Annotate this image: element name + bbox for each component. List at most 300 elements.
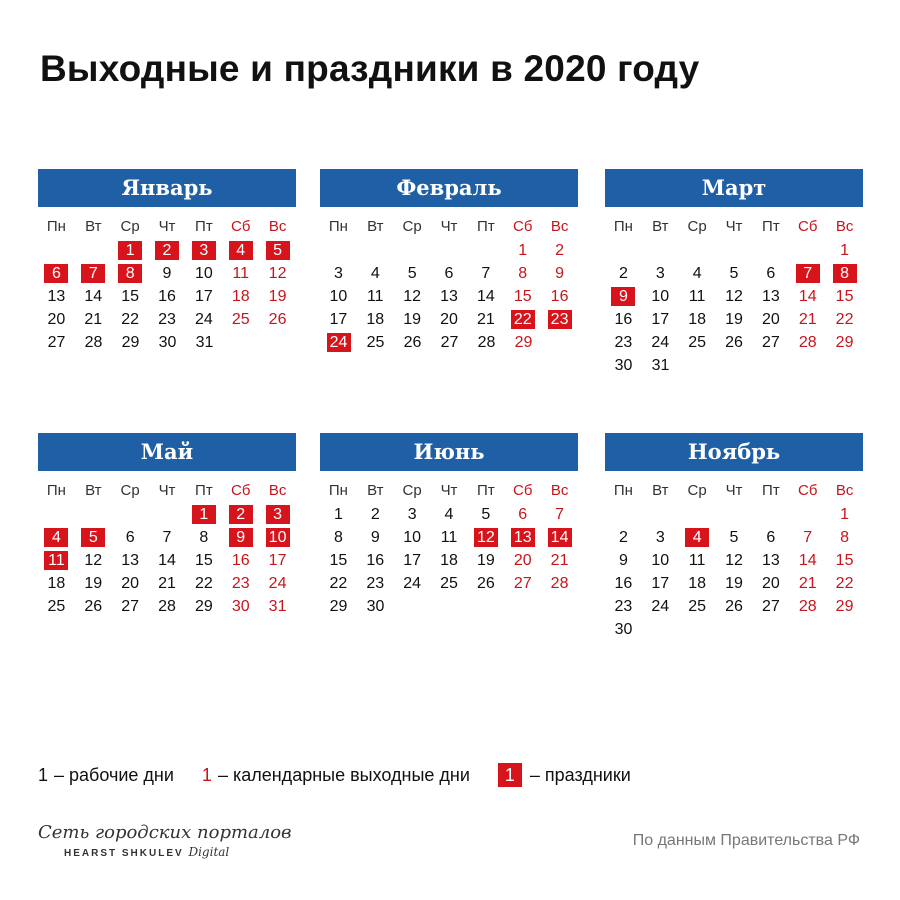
holiday-day: 1 bbox=[112, 240, 149, 261]
working-day: 16 bbox=[614, 311, 633, 328]
weekend-day: 1 bbox=[840, 242, 850, 259]
working-day: 19 bbox=[84, 575, 103, 592]
holiday-day: 9 bbox=[605, 286, 642, 307]
holiday-day: 3 bbox=[259, 504, 296, 525]
week-row bbox=[605, 526, 863, 549]
empty-cell bbox=[149, 504, 186, 525]
weekday-label: Ср bbox=[120, 218, 140, 235]
working-day: 22 bbox=[121, 311, 140, 328]
working-day: 27 bbox=[761, 598, 780, 615]
week-row bbox=[38, 595, 296, 618]
month-may bbox=[38, 433, 296, 618]
weekday-label: Вт bbox=[85, 482, 102, 499]
weekend-day: 23 bbox=[231, 575, 250, 592]
weekday-label: Пн bbox=[46, 218, 66, 235]
working-day: 4 bbox=[370, 265, 380, 282]
weekend-day: 29 bbox=[835, 598, 854, 615]
weekend-day: 28 bbox=[550, 575, 569, 592]
working-day: 6 bbox=[125, 529, 135, 546]
weekend-day: 29 bbox=[514, 334, 533, 351]
weekday-row bbox=[605, 215, 863, 239]
week-row bbox=[320, 262, 578, 285]
working-day: 18 bbox=[366, 311, 385, 328]
working-day: 28 bbox=[158, 598, 176, 615]
holiday-day: 10 bbox=[259, 527, 296, 548]
working-day: 25 bbox=[688, 334, 707, 351]
weekday-label: Ср bbox=[402, 218, 422, 235]
week-row bbox=[605, 331, 863, 354]
week-row bbox=[320, 572, 578, 595]
weekday-label: Вс bbox=[835, 218, 854, 235]
week-row bbox=[38, 239, 296, 262]
working-day: 23 bbox=[158, 311, 176, 328]
week-row bbox=[38, 526, 296, 549]
weekend-day: 20 bbox=[513, 552, 532, 569]
weekend-day: 14 bbox=[798, 288, 817, 305]
working-day: 20 bbox=[121, 575, 140, 592]
weekday-label: Сб bbox=[513, 482, 533, 499]
empty-cell bbox=[716, 240, 753, 261]
working-day: 27 bbox=[440, 334, 459, 351]
working-day: 15 bbox=[194, 552, 213, 569]
working-day: 9 bbox=[162, 265, 172, 282]
week-row bbox=[320, 308, 578, 331]
legend-holiday-label: – праздники bbox=[529, 764, 631, 785]
working-day: 10 bbox=[403, 529, 422, 546]
legend-holiday-sample: 1 bbox=[498, 763, 522, 787]
weekend-day: 22 bbox=[835, 311, 854, 328]
week-row bbox=[38, 331, 296, 354]
week-row bbox=[38, 549, 296, 572]
holiday-day: 12 bbox=[467, 527, 504, 548]
weekend-day: 31 bbox=[268, 598, 287, 615]
weekday-label: Чт bbox=[440, 218, 458, 235]
weekday-label: Чт bbox=[440, 482, 458, 499]
working-day: 5 bbox=[481, 506, 491, 523]
weekday-label: Пт bbox=[477, 218, 495, 235]
weekday-row bbox=[320, 479, 578, 503]
working-day: 25 bbox=[47, 598, 66, 615]
empty-cell bbox=[716, 504, 753, 525]
working-day: 12 bbox=[725, 288, 743, 305]
working-day: 11 bbox=[440, 529, 458, 546]
month-header: Май bbox=[38, 433, 296, 471]
working-day: 21 bbox=[476, 311, 495, 328]
weekday-label: Сб bbox=[798, 218, 818, 235]
weekday-label: Пн bbox=[46, 482, 66, 499]
weekend-day: 25 bbox=[231, 311, 250, 328]
working-day: 20 bbox=[47, 311, 66, 328]
weekend-day: 8 bbox=[840, 529, 850, 546]
weekend-day: 12 bbox=[268, 265, 287, 282]
weekday-row bbox=[38, 215, 296, 239]
holiday-day: 23 bbox=[541, 309, 578, 330]
weekend-day: 22 bbox=[835, 575, 854, 592]
holiday-day: 8 bbox=[826, 263, 863, 284]
empty-cell bbox=[679, 504, 716, 525]
weekend-day: 18 bbox=[231, 288, 250, 305]
holiday-day: 4 bbox=[222, 240, 259, 261]
empty-cell bbox=[394, 240, 431, 261]
weekend-day: 9 bbox=[555, 265, 565, 282]
working-day: 17 bbox=[194, 288, 213, 305]
week-row bbox=[605, 239, 863, 262]
weekend-day: 11 bbox=[232, 265, 250, 282]
working-day: 27 bbox=[47, 334, 66, 351]
empty-cell bbox=[605, 240, 642, 261]
working-day: 26 bbox=[84, 598, 103, 615]
holiday-day: 5 bbox=[259, 240, 296, 261]
holiday-day: 13 bbox=[504, 527, 541, 548]
week-row bbox=[320, 285, 578, 308]
holiday-day: 14 bbox=[541, 527, 578, 548]
weekday-label: Вт bbox=[367, 218, 384, 235]
working-day: 13 bbox=[47, 288, 66, 305]
working-day: 14 bbox=[476, 288, 495, 305]
working-day: 16 bbox=[614, 575, 633, 592]
weekday-row bbox=[320, 215, 578, 239]
weekend-day: 28 bbox=[798, 598, 817, 615]
working-day: 29 bbox=[329, 598, 348, 615]
working-day: 24 bbox=[651, 334, 670, 351]
weekday-label: Пн bbox=[328, 482, 348, 499]
empty-cell bbox=[431, 240, 468, 261]
weekday-label: Пн bbox=[613, 218, 633, 235]
week-row bbox=[605, 503, 863, 526]
holiday-day: 4 bbox=[38, 527, 75, 548]
weekend-day: 17 bbox=[268, 552, 287, 569]
weekday-label: Пт bbox=[762, 218, 780, 235]
weekend-day: 7 bbox=[555, 506, 565, 523]
weekend-day: 6 bbox=[518, 506, 528, 523]
weekday-label: Вс bbox=[550, 482, 569, 499]
weekday-label: Вт bbox=[652, 482, 669, 499]
holiday-day: 9 bbox=[222, 527, 259, 548]
working-day: 30 bbox=[366, 598, 385, 615]
working-day: 19 bbox=[403, 311, 422, 328]
empty-cell bbox=[789, 240, 826, 261]
week-row bbox=[605, 572, 863, 595]
month-header: Ноябрь bbox=[605, 433, 863, 471]
empty-cell bbox=[38, 504, 75, 525]
weekday-label: Чт bbox=[158, 482, 176, 499]
weekday-label: Сб bbox=[231, 218, 251, 235]
week-row bbox=[605, 308, 863, 331]
empty-cell bbox=[679, 240, 716, 261]
weekday-label: Сб bbox=[798, 482, 818, 499]
weekend-day: 27 bbox=[513, 575, 532, 592]
week-row bbox=[605, 354, 863, 377]
weekend-day: 21 bbox=[798, 575, 817, 592]
working-day: 20 bbox=[440, 311, 458, 328]
working-day: 8 bbox=[333, 529, 343, 546]
legend-working bbox=[38, 765, 174, 786]
working-day: 22 bbox=[194, 575, 213, 592]
working-day: 3 bbox=[655, 529, 665, 546]
month-header: Январь bbox=[38, 169, 296, 207]
empty-cell bbox=[605, 504, 642, 525]
working-day: 1 bbox=[333, 506, 343, 523]
weekend-day: 15 bbox=[835, 288, 854, 305]
week-row bbox=[605, 618, 863, 641]
holiday-day: 11 bbox=[38, 550, 75, 571]
working-day: 19 bbox=[725, 575, 743, 592]
working-day: 31 bbox=[651, 357, 670, 374]
working-day: 24 bbox=[194, 311, 213, 328]
weekend-day: 7 bbox=[803, 529, 813, 546]
holiday-day: 24 bbox=[320, 332, 357, 353]
working-day: 16 bbox=[366, 552, 385, 569]
weekday-label: Пт bbox=[762, 482, 780, 499]
weekend-day: 26 bbox=[268, 311, 287, 328]
working-day: 2 bbox=[370, 506, 380, 523]
working-day: 24 bbox=[403, 575, 422, 592]
weekday-row bbox=[38, 479, 296, 503]
working-day: 10 bbox=[651, 288, 670, 305]
working-day: 3 bbox=[333, 265, 343, 282]
week-row bbox=[320, 239, 578, 262]
working-day: 13 bbox=[761, 288, 780, 305]
week-row bbox=[38, 503, 296, 526]
working-day: 18 bbox=[688, 575, 707, 592]
holiday-day: 3 bbox=[185, 240, 222, 261]
working-day: 18 bbox=[47, 575, 66, 592]
working-day: 3 bbox=[407, 506, 417, 523]
legend-holiday bbox=[498, 763, 631, 787]
empty-cell bbox=[112, 504, 149, 525]
weekend-day: 1 bbox=[840, 506, 850, 523]
empty-cell bbox=[75, 240, 112, 261]
empty-cell bbox=[467, 240, 504, 261]
working-day: 13 bbox=[761, 552, 780, 569]
working-day: 14 bbox=[158, 552, 176, 569]
publisher-logo bbox=[38, 822, 292, 859]
weekday-label: Чт bbox=[725, 218, 743, 235]
working-day: 17 bbox=[651, 311, 670, 328]
working-day: 30 bbox=[158, 334, 177, 351]
working-day: 9 bbox=[618, 552, 628, 569]
week-row bbox=[38, 572, 296, 595]
month-january bbox=[38, 169, 296, 354]
working-day: 4 bbox=[444, 506, 454, 523]
weekday-label: Вс bbox=[835, 482, 854, 499]
weekend-day: 21 bbox=[798, 311, 817, 328]
week-row bbox=[38, 308, 296, 331]
working-day: 26 bbox=[403, 334, 422, 351]
legend bbox=[38, 763, 659, 787]
weekend-day: 16 bbox=[231, 552, 250, 569]
working-day: 9 bbox=[370, 529, 380, 546]
working-day: 8 bbox=[199, 529, 209, 546]
empty-cell bbox=[320, 240, 357, 261]
weekday-label: Пт bbox=[477, 482, 495, 499]
month-november bbox=[605, 433, 863, 641]
holiday-day: 7 bbox=[75, 263, 112, 284]
legend-working-label: – рабочие дни bbox=[54, 764, 174, 785]
weekday-label: Сб bbox=[513, 218, 533, 235]
working-day: 24 bbox=[651, 598, 670, 615]
legend-weekend bbox=[202, 765, 470, 786]
working-day: 12 bbox=[725, 552, 743, 569]
week-row bbox=[605, 285, 863, 308]
week-row bbox=[320, 331, 578, 354]
working-day: 5 bbox=[407, 265, 417, 282]
weekend-day: 24 bbox=[268, 575, 287, 592]
logo-sub-brand: HEARST SHKULEV bbox=[64, 848, 184, 859]
working-day: 11 bbox=[688, 552, 706, 569]
weekday-label: Ср bbox=[402, 482, 422, 499]
weekend-day: 29 bbox=[835, 334, 854, 351]
weekday-label: Чт bbox=[725, 482, 743, 499]
holiday-day: 2 bbox=[222, 504, 259, 525]
working-day: 13 bbox=[440, 288, 458, 305]
working-day: 30 bbox=[614, 357, 633, 374]
page-title: Выходные и праздники в 2020 году bbox=[40, 48, 700, 89]
working-day: 10 bbox=[194, 265, 213, 282]
working-day: 15 bbox=[121, 288, 140, 305]
weekday-label: Вс bbox=[268, 218, 287, 235]
empty-cell bbox=[75, 504, 112, 525]
logo-sub-text bbox=[38, 845, 292, 859]
working-day: 28 bbox=[477, 334, 496, 351]
legend-working-sample: 1 bbox=[38, 764, 49, 785]
working-day: 3 bbox=[655, 265, 665, 282]
month-header: Март bbox=[605, 169, 863, 207]
source-note: По данным Правительства РФ bbox=[632, 832, 860, 849]
working-day: 19 bbox=[476, 552, 495, 569]
working-day: 25 bbox=[366, 334, 385, 351]
month-march bbox=[605, 169, 863, 377]
working-day: 23 bbox=[614, 334, 633, 351]
working-day: 6 bbox=[444, 265, 454, 282]
working-day: 19 bbox=[725, 311, 743, 328]
working-day: 20 bbox=[761, 575, 780, 592]
weekend-day: 21 bbox=[550, 552, 569, 569]
working-day: 29 bbox=[194, 598, 213, 615]
working-day: 17 bbox=[329, 311, 348, 328]
working-day: 25 bbox=[440, 575, 458, 592]
working-day: 12 bbox=[84, 552, 103, 569]
working-day: 7 bbox=[162, 529, 172, 546]
working-day: 17 bbox=[651, 575, 670, 592]
working-day: 2 bbox=[618, 265, 628, 282]
week-row bbox=[38, 285, 296, 308]
working-day: 22 bbox=[329, 575, 348, 592]
working-day: 10 bbox=[329, 288, 348, 305]
holiday-day: 5 bbox=[75, 527, 112, 548]
weekday-label: Ср bbox=[687, 218, 707, 235]
legend-weekend-sample: 1 bbox=[201, 764, 212, 785]
empty-cell bbox=[752, 240, 789, 261]
empty-cell bbox=[38, 240, 75, 261]
holiday-day: 4 bbox=[679, 527, 716, 548]
weekend-day: 2 bbox=[555, 242, 565, 259]
working-day: 14 bbox=[84, 288, 103, 305]
legend-weekend-label: – календарные выходные дни bbox=[217, 764, 470, 785]
weekday-row bbox=[605, 479, 863, 503]
month-header: Июнь bbox=[320, 433, 578, 471]
working-day: 23 bbox=[614, 598, 633, 615]
working-day: 27 bbox=[761, 334, 780, 351]
working-day: 11 bbox=[366, 288, 384, 305]
working-day: 27 bbox=[121, 598, 140, 615]
logo-sub-italic: Digital bbox=[188, 845, 230, 859]
working-day: 16 bbox=[158, 288, 176, 305]
working-day: 30 bbox=[614, 621, 633, 638]
holiday-day: 6 bbox=[38, 263, 75, 284]
empty-cell bbox=[357, 240, 394, 261]
working-day: 18 bbox=[688, 311, 707, 328]
working-day: 26 bbox=[725, 598, 743, 615]
week-row bbox=[320, 526, 578, 549]
month-header: Февраль bbox=[320, 169, 578, 207]
working-day: 12 bbox=[403, 288, 422, 305]
working-day: 29 bbox=[121, 334, 140, 351]
week-row bbox=[605, 262, 863, 285]
weekend-day: 28 bbox=[798, 334, 817, 351]
weekday-label: Вт bbox=[85, 218, 102, 235]
working-day: 5 bbox=[729, 529, 739, 546]
working-day: 23 bbox=[366, 575, 385, 592]
weekend-day: 19 bbox=[268, 288, 287, 305]
working-day: 6 bbox=[766, 265, 776, 282]
working-day: 13 bbox=[121, 552, 140, 569]
working-day: 4 bbox=[692, 265, 702, 282]
working-day: 18 bbox=[440, 552, 458, 569]
weekend-day: 1 bbox=[518, 242, 528, 259]
month-february bbox=[320, 169, 578, 354]
empty-cell bbox=[752, 504, 789, 525]
weekend-day: 14 bbox=[798, 552, 817, 569]
weekend-day: 16 bbox=[550, 288, 569, 305]
weekday-label: Ср bbox=[687, 482, 707, 499]
week-row bbox=[320, 549, 578, 572]
weekday-label: Пн bbox=[328, 218, 348, 235]
weekday-label: Вс bbox=[550, 218, 569, 235]
working-day: 20 bbox=[761, 311, 780, 328]
working-day: 15 bbox=[329, 552, 348, 569]
weekday-label: Пт bbox=[195, 218, 213, 235]
holiday-day: 2 bbox=[149, 240, 186, 261]
weekday-label: Пт bbox=[195, 482, 213, 499]
month-june bbox=[320, 433, 578, 618]
empty-cell bbox=[789, 504, 826, 525]
working-day: 5 bbox=[729, 265, 739, 282]
weekday-label: Вт bbox=[367, 482, 384, 499]
week-row bbox=[605, 595, 863, 618]
weekday-label: Вс bbox=[268, 482, 287, 499]
holiday-day: 22 bbox=[504, 309, 541, 330]
working-day: 28 bbox=[84, 334, 103, 351]
empty-cell bbox=[642, 240, 679, 261]
weekend-day: 15 bbox=[513, 288, 532, 305]
weekday-label: Чт bbox=[158, 218, 176, 235]
weekday-label: Сб bbox=[231, 482, 251, 499]
empty-cell bbox=[642, 504, 679, 525]
working-day: 26 bbox=[476, 575, 495, 592]
weekday-label: Пн bbox=[613, 482, 633, 499]
working-day: 26 bbox=[725, 334, 743, 351]
working-day: 31 bbox=[195, 334, 214, 351]
week-row bbox=[320, 595, 578, 618]
week-row bbox=[38, 262, 296, 285]
working-day: 7 bbox=[481, 265, 491, 282]
holiday-day: 1 bbox=[185, 504, 222, 525]
working-day: 11 bbox=[688, 288, 706, 305]
holiday-day: 8 bbox=[112, 263, 149, 284]
weekend-day: 30 bbox=[231, 598, 250, 615]
logo-main-text: Сеть городских порталов bbox=[38, 822, 292, 843]
